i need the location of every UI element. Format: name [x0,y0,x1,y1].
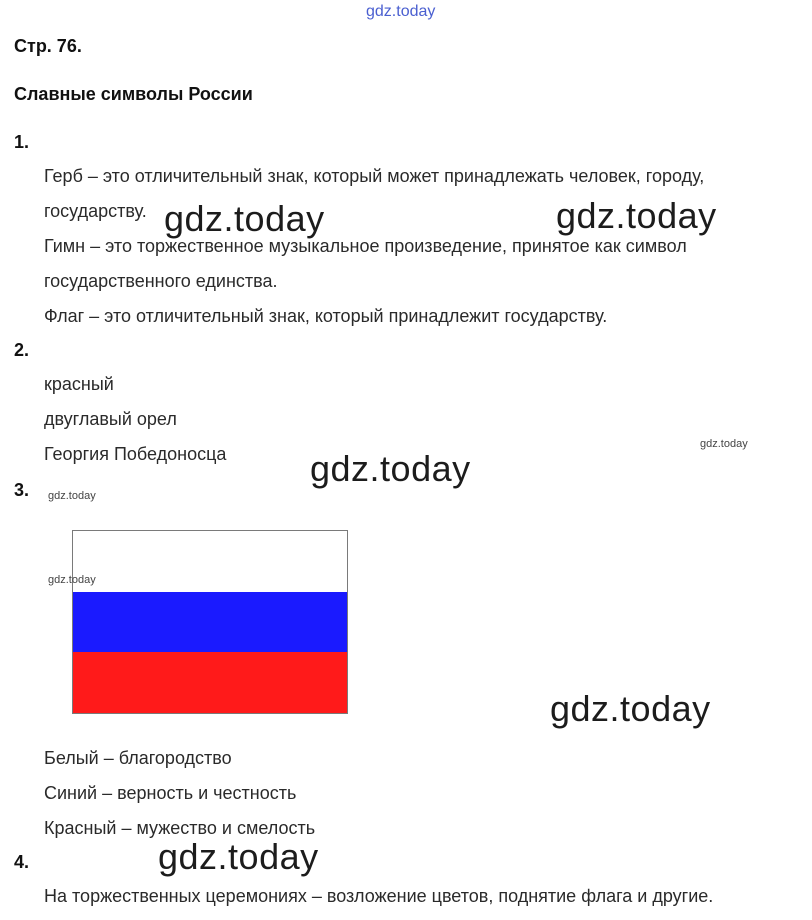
definition-line: государству. [44,201,147,221]
russian-flag [72,530,348,714]
definition-line: Флаг – это отличительный знак, который принадлежит государству. [44,306,608,326]
flag-stripe-blue [73,592,347,653]
definition-line: Гимн – это торжественное музыкальное произведение, принятое как символ [44,236,687,256]
definition-line: государственного единства. [44,271,278,291]
section-title: Славные символы России [14,84,253,104]
watermark-large: gdz.today [158,836,319,877]
color-meaning-line: Красный – мужество и смелость [44,818,316,838]
color-meaning-line: Белый – благородство [44,748,232,768]
watermark-large: gdz.today [550,688,711,729]
watermark-large: gdz.today [556,195,717,236]
page-number-label: Стр. 76. [14,36,82,56]
watermark-large: gdz.today [164,198,325,239]
task-number: 4. [14,852,30,872]
watermark-top: gdz.today [366,3,436,20]
answer-line: красный [44,374,114,394]
flag-stripe-red [73,652,347,713]
watermark-large: gdz.today [310,448,471,489]
task-number: 1. [14,132,30,152]
answer-line: двуглавый орел [44,409,177,429]
flag-stripe-white [73,531,347,592]
definition-line: Герб – это отличительный знак, который может принадлежать человек, городу, [44,166,705,186]
task-number: 2. [14,340,30,360]
watermark-small: gdz.today [700,438,748,450]
task-number: 3. [14,480,30,500]
watermark-small: gdz.today [48,490,96,502]
watermark-small: gdz.today [48,574,96,586]
answer-line: На торжественных церемониях – возложение цветов, поднятие флага и другие. [44,886,714,906]
color-meaning-line: Синий – верность и честность [44,783,297,803]
answer-line: Георгия Победоносца [44,444,227,464]
